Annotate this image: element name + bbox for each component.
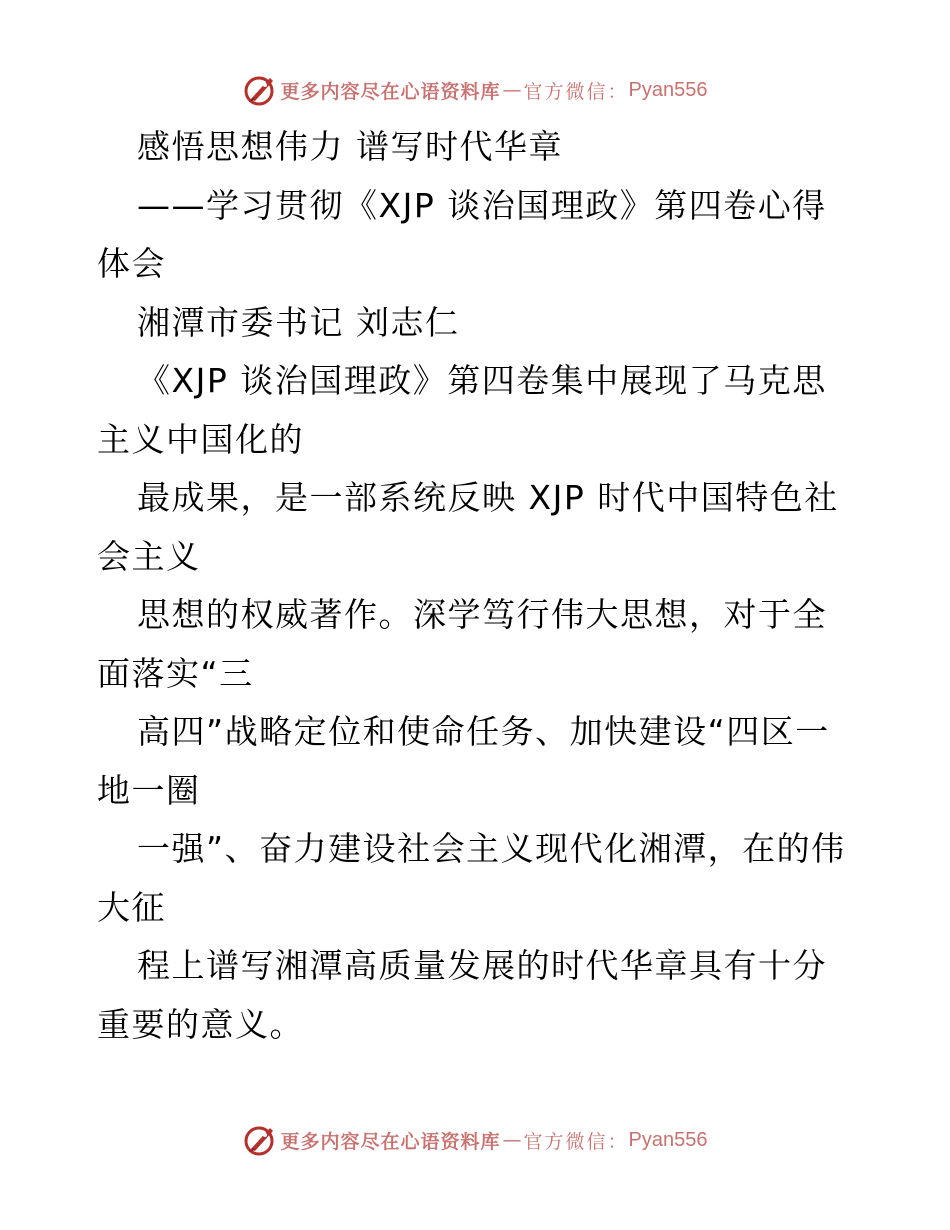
article-paragraph: 最成果，是一部系统反映 XJP 时代中国特色社会主义 (97, 478, 839, 576)
watermark-dash: — (502, 79, 522, 101)
watermark-tagline: 更多内容尽在心语资料库 (280, 1130, 501, 1153)
article-body (97, 118, 857, 1054)
article-subtitle: ——学习贯彻《XJP 谈治国理政》第四卷心得体会 (97, 185, 827, 283)
footer-watermark-banner (0, 1120, 950, 1160)
watermark-account-label: 官方微信： (523, 1130, 629, 1153)
article-paragraph: 思想的权威著作。深学笃行伟大思想，对于全面落实“三 (97, 595, 827, 693)
watermark-account-id: Pyan556 (628, 78, 708, 101)
header-watermark-banner (0, 70, 950, 110)
watermark-account-label: 官方微信： (523, 80, 629, 103)
watermark-tagline: 更多内容尽在心语资料库 (280, 80, 501, 103)
article-title: 感悟思想伟力 谱写时代华章 (137, 127, 563, 166)
article-paragraph: 一强”、奋力建设社会主义现代化湘潭，在的伟大征 (97, 829, 846, 927)
quill-pen-logo-icon (243, 73, 277, 107)
article-paragraph: 高四”战略定位和使命任务、加快建设“四区一地一圈 (97, 712, 830, 810)
article-paragraph: 《XJP 谈治国理政》第四卷集中展现了马克思主义中国化的 (97, 361, 827, 459)
quill-pen-logo-icon (243, 1123, 277, 1157)
watermark-account-id: Pyan556 (628, 1128, 708, 1151)
watermark-dash: — (502, 1129, 522, 1151)
article-author: 湘潭市委书记 刘志仁 (137, 302, 460, 342)
article-paragraph: 程上谱写湘潭高质量发展的时代华章具有十分重要的意义。 (97, 946, 827, 1044)
